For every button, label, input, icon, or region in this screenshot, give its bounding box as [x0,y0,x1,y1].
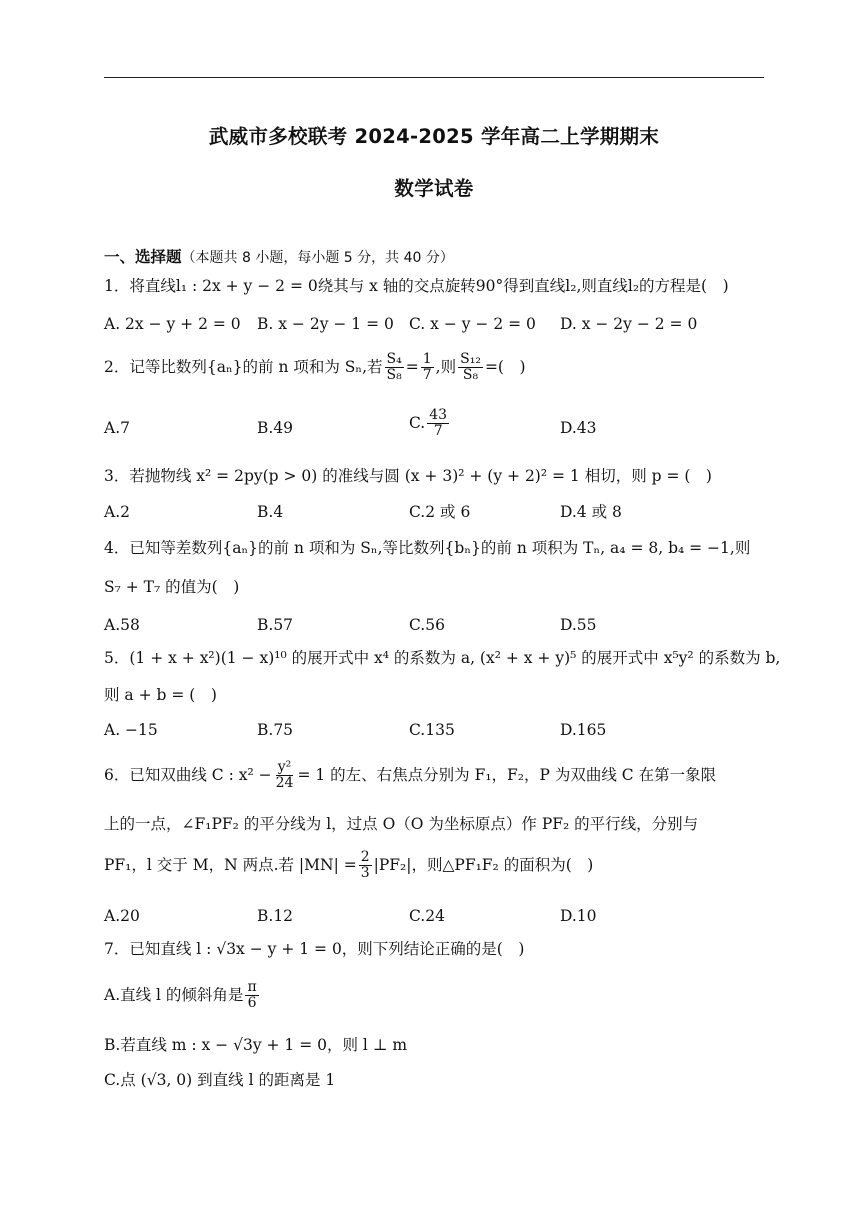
q6-frac-num: y² [277,759,292,775]
question-6-stem-line3 [104,850,593,882]
header-rule [104,77,764,78]
q4-option-d: D.55 [560,616,597,634]
question-5-stem-line1: 5．(1 + x + x²)(1 − x)¹⁰ 的展开式中 x⁴ 的系数为 a, (x² + x + y)⁵ 的展开式中 x⁵y² 的系数为 b, [104,649,781,667]
question-6-stem-line2: 上的一点，∠F₁PF₂ 的平分线为 l，过点 O（O 为坐标原点）作 PF₂ 的平行线，分别与 [104,815,699,833]
page-title: 武威市多校联考 2024-2025 学年高二上学期期末 [208,125,660,148]
q2-option-d: D.43 [560,419,597,437]
q6-line3-post: |PF₂|，则△PF₁F₂ 的面积为( ) [373,855,594,874]
section-label: 一、选择题 [104,248,182,266]
q2-frac2-den: 7 [422,367,432,384]
q2-stem-pre: 2．记等比数列{aₙ}的前 n 项和为 Sₙ,若 [104,357,383,376]
question-1-stem: 1．将直线l₁ : 2x + y − 2 = 0绕其与 x 轴的交点旋转90°得到直线l₂,则直线l₂的方程是( ) [104,277,729,295]
q5-option-d: D.165 [560,721,607,739]
question-4-stem-line2: S₇ + T₇ 的值为( ) [104,578,240,596]
q3-option-a: A.2 [104,503,130,521]
q7-option-a-den: 6 [247,995,257,1012]
q2-frac1-num: S₄ [386,351,402,367]
page-subtitle: 数学试卷 [394,177,474,200]
section-heading [104,250,454,266]
q7-option-b: B.若直线 m : x − √3y + 1 = 0，则 l ⊥ m [104,1036,408,1054]
q5-option-a: A. −15 [104,721,158,739]
q6-line3-fraction [359,850,372,882]
q6-stem-pre: 6．已知双曲线 C : x² − [104,765,272,784]
q2-fraction-3 [458,352,483,384]
q2-option-b: B.49 [257,419,294,437]
q3-option-d: D.4 或 8 [560,503,622,521]
q7-option-c: C.点 (√3, 0) 到直线 l 的距离是 1 [104,1071,336,1089]
q6-stem-post: = 1 的左、右焦点分别为 F₁，F₂，P 为双曲线 C 在第一象限 [297,765,717,784]
q2-stem-mid: ,则 [435,357,457,376]
q6-line3-den: 3 [360,865,370,882]
q1-option-c: C. x − y − 2 = 0 [409,315,536,333]
q3-option-b: B.4 [257,503,284,521]
question-5-stem-line2: 则 a + b = ( ) [104,686,217,704]
q4-option-c: C.56 [409,616,445,634]
question-4-stem-line1: 4．已知等差数列{aₙ}的前 n 项和为 Sₙ,等比数列{bₙ}的前 n 项积为 Tₙ, a₄ = 8, b₄ = −1,则 [104,539,751,557]
q7-option-a [104,980,261,1012]
q7-option-a-num: π [247,979,257,995]
q5-option-b: B.75 [257,721,294,739]
question-7-stem: 7．已知直线 l : √3x − y + 1 = 0，则下列结论正确的是( ) [104,940,525,958]
q6-fraction [274,760,296,792]
q3-option-c: C.2 或 6 [409,503,471,521]
question-3-stem: 3．若抛物线 x² = 2py(p > 0) 的准线与圆 (x + 3)² + (y + 2)² = 1 相切，则 p = ( ) [104,467,712,485]
q7-option-a-text: A.直线 l 的倾斜角是 [104,985,244,1004]
q6-option-a: A.20 [104,907,140,925]
q2-frac2-num: 1 [422,351,432,367]
q2-equals: = [405,357,419,376]
q2-option-c-den: 7 [433,423,443,440]
q6-option-d: D.10 [560,907,597,925]
q6-line3-pre: PF₁，l 交于 M，N 两点.若 |MN| = [104,855,357,874]
section-note: （本题共 8 小题，每小题 5 分，共 40 分） [181,250,454,266]
question-2-stem [104,352,526,384]
q4-option-a: A.58 [104,616,140,634]
q6-option-b: B.12 [257,907,294,925]
q1-option-b: B. x − 2y − 1 = 0 [257,315,394,333]
q2-option-c-num: 43 [429,407,448,423]
q6-option-c: C.24 [409,907,445,925]
q2-fraction-1 [385,352,404,384]
q1-option-a: A. 2x − y + 2 = 0 [104,315,241,333]
q4-option-b: B.57 [257,616,294,634]
q2-option-c [409,408,451,440]
q6-frac-den: 24 [275,775,294,792]
q2-option-a: A.7 [104,419,130,437]
q2-option-c-fraction [427,408,449,440]
q2-frac3-den: S₈ [462,367,479,384]
q2-fraction-2 [421,352,434,384]
question-6-stem-line1 [104,760,716,792]
q5-option-c: C.135 [409,721,455,739]
q7-option-a-fraction [245,980,258,1012]
q6-line3-num: 2 [360,849,370,865]
q2-frac1-den: S₈ [386,367,402,384]
q2-stem-post: =( ) [484,357,526,376]
q2-option-c-prefix: C. [409,413,426,432]
q2-frac3-num: S₁₂ [460,351,481,367]
q1-option-d: D. x − 2y − 2 = 0 [560,315,698,333]
